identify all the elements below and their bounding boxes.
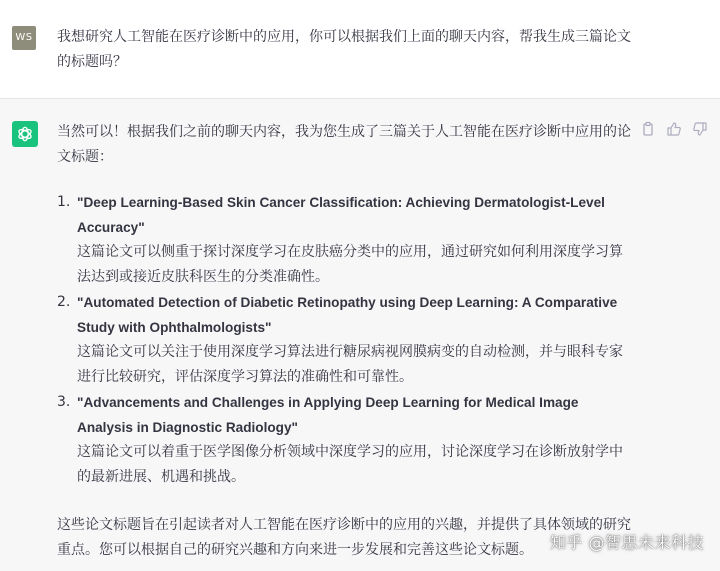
paper-description: 这篇论文可以关注于使用深度学习算法进行糖尿病视网膜病变的自动检测，并与眼科专家进行比较研究，评估深度学习算法的准确性和可靠性。 <box>77 344 623 385</box>
thumbs-up-icon[interactable] <box>666 121 682 137</box>
user-message-text: 我想研究人工智能在医疗诊断中的应用，你可以根据我们上面的聊天内容，帮我生成三篇论文的标题吗？ <box>57 29 631 70</box>
list-item <box>57 390 637 490</box>
user-avatar: WS <box>12 26 36 50</box>
list-number: 1. <box>57 194 71 210</box>
user-message-row <box>0 0 720 99</box>
paper-description: 这篇论文可以着重于医学图像分析领域中深度学习的应用，讨论深度学习在诊断放射学中的最新进展、机遇和挑战。 <box>77 444 623 485</box>
paper-title-list <box>57 190 637 490</box>
assistant-message-row <box>0 99 720 571</box>
list-number: 3. <box>57 394 71 410</box>
copy-icon[interactable] <box>640 121 656 137</box>
openai-logo-icon <box>16 125 34 143</box>
assistant-intro: 当然可以！根据我们之前的聊天内容，我为您生成了三篇关于人工智能在医疗诊断中应用的论文标题： <box>57 124 631 165</box>
message-actions <box>640 121 708 137</box>
list-item <box>57 190 637 290</box>
paper-title: "Advancements and Challenges in Applying Deep Learning for Medical Image Analysis in Diagnostic Radiology" <box>77 395 579 435</box>
watermark: 知乎 @智思未来科技 <box>549 533 704 552</box>
assistant-message-content <box>57 120 637 563</box>
paper-description: 这篇论文可以侧重于探讨深度学习在皮肤癌分类中的应用，通过研究如何利用深度学习算法达到或接近皮肤科医生的分类准确性。 <box>77 244 623 285</box>
thumbs-down-icon[interactable] <box>692 121 708 137</box>
assistant-avatar <box>12 121 38 147</box>
assistant-outro: 这些论文标题旨在引起读者对人工智能在医疗诊断中的应用的兴趣，并提供了具体领域的研究重点。您可以根据自己的研究兴趣和方向来进一步发展和完善这些论文标题。 <box>57 517 631 558</box>
list-number: 2. <box>57 294 71 310</box>
list-item <box>57 290 637 390</box>
paper-title: "Deep Learning-Based Skin Cancer Classification: Achieving Dermatologist-Level Accuracy" <box>77 195 605 235</box>
paper-title: "Automated Detection of Diabetic Retinopathy using Deep Learning: A Comparative Study with Ophthalmologists" <box>77 295 618 335</box>
